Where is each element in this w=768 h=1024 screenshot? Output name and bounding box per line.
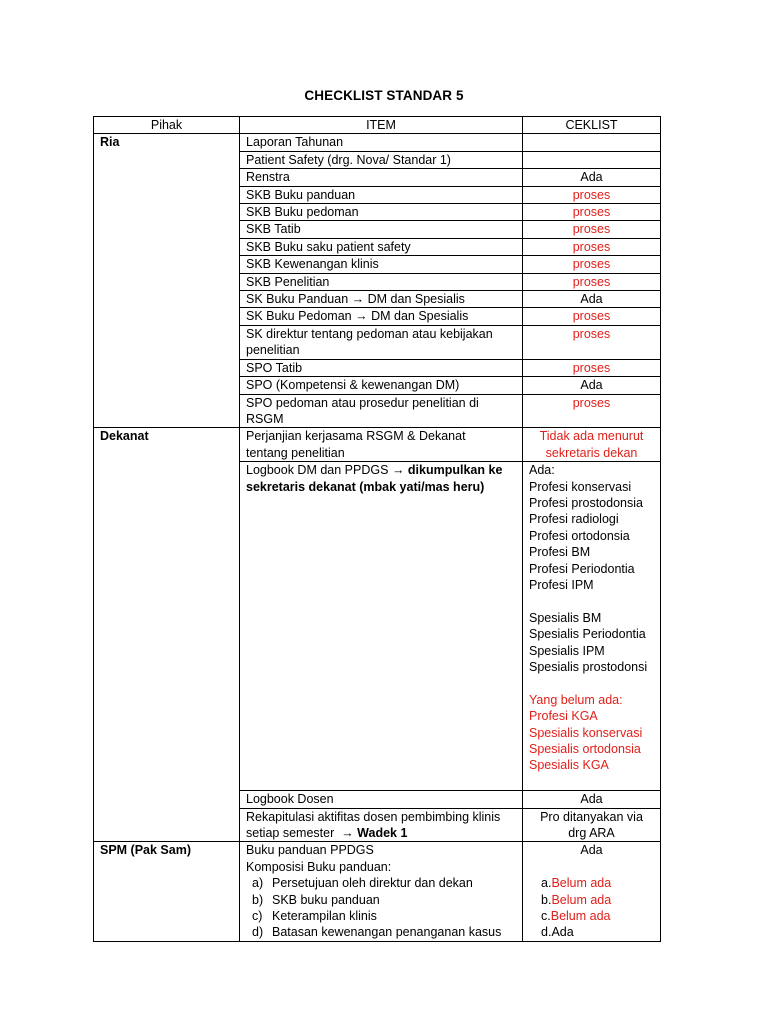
status-cell <box>523 428 661 462</box>
list-marker: a. <box>541 876 552 891</box>
item-cell <box>240 842 523 941</box>
item-text: Perjanjian kerjasama RSGM & Dekanat <box>246 429 466 444</box>
item-cell <box>240 308 523 325</box>
header-item: ITEM <box>240 117 523 134</box>
status-cell <box>523 462 661 791</box>
list-text: Keterampilan klinis <box>272 909 377 924</box>
item-text: SK Buku Panduan <box>246 292 349 307</box>
item-text: Rekapitulasi aktifitas dosen pembimbing klinis <box>246 809 501 824</box>
page-title: CHECKLIST STANDAR 5 <box>304 88 464 103</box>
list-text: SKB buku panduan <box>272 892 380 907</box>
arrow-icon: → <box>391 463 405 478</box>
list-item: Profesi radiologi <box>529 512 619 527</box>
list-item: Profesi KGA <box>529 709 598 724</box>
item-cell: SKB Tatib <box>240 221 523 238</box>
list-item: Profesi konservasi <box>529 479 632 494</box>
list-item: Spesialis IPM <box>529 643 605 658</box>
item-text-bold: dikumpulkan ke <box>407 463 503 478</box>
item-cell <box>240 394 523 428</box>
status-cell <box>523 151 661 168</box>
item-text <box>246 462 516 478</box>
spacer <box>529 593 654 609</box>
item-cell: SKB Buku pedoman <box>240 204 523 221</box>
pihak-dekanat: Dekanat <box>94 428 240 842</box>
table-row <box>94 428 661 462</box>
item-text-bold: sekretaris dekanat (mbak yati/mas heru) <box>246 479 485 494</box>
list-item: Profesi ortodonsia <box>529 528 630 543</box>
status-cell: proses <box>523 325 661 359</box>
item-text: Komposisi Buku panduan: <box>246 859 392 874</box>
list-marker: d. <box>541 925 552 940</box>
status-cell: Ada <box>523 291 661 308</box>
item-cell: Logbook Dosen <box>240 791 523 808</box>
status-text: Tidak ada menurut <box>539 429 644 444</box>
list-marker: b) <box>252 892 264 907</box>
list-item: Spesialis BM <box>529 610 602 625</box>
item-text: SK Buku Pedoman <box>246 309 352 324</box>
checklist-table <box>93 116 661 942</box>
list-text: Batasan kewenangan penanganan kasus <box>272 925 502 940</box>
list-item: Profesi BM <box>529 545 591 560</box>
item-text-bold: Wadek 1 <box>357 826 408 841</box>
item-text: DM dan Spesialis <box>367 292 465 307</box>
list-text: Ada <box>551 925 574 940</box>
list-item: Profesi Periodontia <box>529 561 635 576</box>
table-row <box>94 842 661 941</box>
list-item <box>246 924 516 940</box>
status-cell: proses <box>523 394 661 428</box>
status-text: sekretaris dekan <box>545 445 638 460</box>
item-text: penelitian <box>246 343 300 358</box>
list-item <box>246 892 516 908</box>
item-cell <box>240 325 523 359</box>
item-text: SK direktur tentang pedoman atau kebijakan <box>246 326 493 341</box>
status-text: drg ARA <box>568 826 615 841</box>
spacer <box>529 774 654 790</box>
list-text: Belum ada <box>551 876 612 891</box>
status-cell <box>523 808 661 842</box>
status-cell: Ada <box>523 377 661 394</box>
list-item <box>529 892 654 908</box>
status-cell: Ada <box>523 169 661 186</box>
item-cell: SKB Kewenangan klinis <box>240 256 523 273</box>
status-cell <box>523 134 661 151</box>
item-cell: SKB Penelitian <box>240 273 523 290</box>
pihak-spm: SPM (Pak Sam) <box>94 842 240 941</box>
list-item <box>246 908 516 924</box>
list-marker: a) <box>252 876 264 891</box>
status-cell: proses <box>523 273 661 290</box>
list-marker: c) <box>252 909 263 924</box>
item-cell: SPO (Kompetensi & kewenangan DM) <box>240 377 523 394</box>
header-pihak: Pihak <box>94 117 240 134</box>
status-text: Ada: <box>529 463 555 478</box>
list-marker: b. <box>541 892 552 907</box>
item-cell <box>240 808 523 842</box>
list-text: Belum ada <box>550 909 611 924</box>
status-cell: proses <box>523 308 661 325</box>
list-item: Spesialis Periodontia <box>529 627 646 642</box>
status-text: Ada <box>580 843 603 858</box>
status-spacer <box>529 859 654 875</box>
item-cell <box>240 428 523 462</box>
list-item: Spesialis KGA <box>529 758 609 773</box>
status-cell: proses <box>523 238 661 255</box>
list-item: Spesialis konservasi <box>529 725 643 740</box>
list-item: Profesi IPM <box>529 577 594 592</box>
item-text: DM dan Spesialis <box>371 309 469 324</box>
status-cell <box>523 842 661 941</box>
header-row <box>94 117 661 134</box>
item-cell: Laporan Tahunan <box>240 134 523 151</box>
list-item: Spesialis prostodonsi <box>529 659 648 674</box>
list-text: Persetujuan oleh direktur dan dekan <box>272 876 473 891</box>
arrow-icon: → <box>351 292 365 307</box>
item-cell: SKB Buku panduan <box>240 186 523 203</box>
status-text: Yang belum ada: <box>529 692 623 707</box>
list-item: Profesi prostodonsia <box>529 495 643 510</box>
item-text-pre: setiap semester <box>246 826 335 841</box>
arrow-icon: → <box>341 826 354 841</box>
list-item <box>529 875 654 891</box>
status-cell: proses <box>523 359 661 376</box>
item-cell: Renstra <box>240 169 523 186</box>
status-cell: Ada <box>523 791 661 808</box>
status-cell: proses <box>523 221 661 238</box>
item-cell <box>240 291 523 308</box>
item-text: SPO pedoman atau prosedur penelitian di <box>246 395 479 410</box>
item-text-pre: Logbook DM dan PPDGS <box>246 463 389 478</box>
list-marker: c. <box>541 909 551 924</box>
item-text: tentang penelitian <box>246 445 345 460</box>
item-cell: SKB Buku saku patient safety <box>240 238 523 255</box>
list-item <box>529 924 654 940</box>
status-text: Pro ditanyakan via <box>540 809 643 824</box>
list-text: Belum ada <box>551 892 612 907</box>
arrow-icon: → <box>355 309 368 324</box>
item-cell <box>240 462 523 791</box>
status-cell: proses <box>523 204 661 221</box>
status-cell: proses <box>523 256 661 273</box>
item-text <box>246 825 516 841</box>
list-item <box>529 908 654 924</box>
pihak-ria: Ria <box>94 134 240 428</box>
table-row <box>94 134 661 151</box>
status-cell: proses <box>523 186 661 203</box>
item-text: Buku panduan PPDGS <box>246 843 374 858</box>
item-cell: SPO Tatib <box>240 359 523 376</box>
list-item: Spesialis ortodonsia <box>529 742 641 756</box>
list-item <box>246 875 516 891</box>
item-cell: Patient Safety (drg. Nova/ Standar 1) <box>240 151 523 168</box>
item-text: RSGM <box>246 411 284 426</box>
spacer <box>529 675 654 691</box>
list-marker: d) <box>252 925 264 940</box>
header-ceklist: CEKLIST <box>523 117 661 134</box>
